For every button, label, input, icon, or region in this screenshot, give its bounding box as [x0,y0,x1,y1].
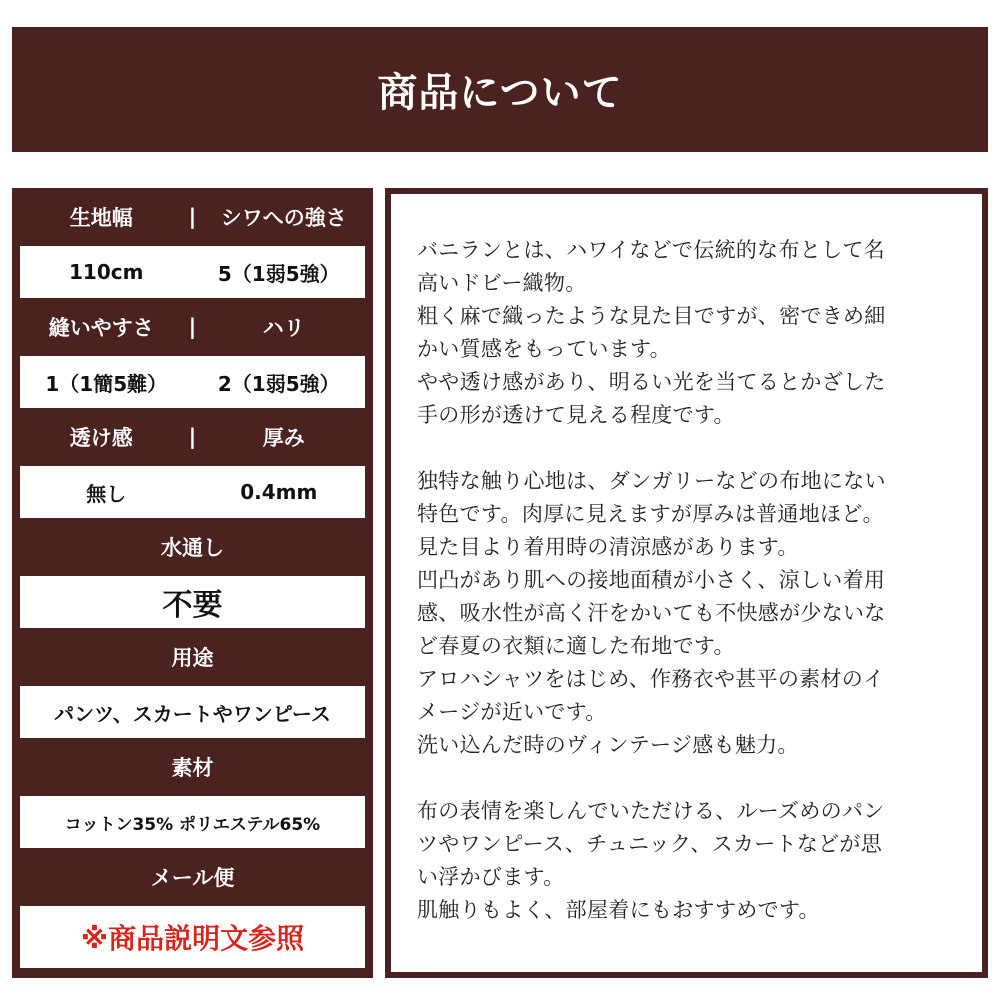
thickness-value: 0.4mm [240,480,318,504]
spec-label-row-width [20,191,365,243]
description-panel [385,188,988,978]
header-banner [12,27,988,152]
material-value: コットン35% ポリエステル65% [64,814,321,835]
spec-panel [12,188,373,978]
mail-value: ※商品説明文参照 [80,922,305,955]
spec-value-row-sew [20,356,365,408]
separator: | [188,205,197,229]
wrinkle-label: シワへの強さ [220,206,347,230]
description-paragraph-2: 独特な触り心地は、ダンガリーなどの布地にない 特色です。肉厚に見えますが厚みは普通地ほど。 見た目より着用時の清涼感があります。 凹凸があり肌への接地面積が小さく、涼しい着用 感、吸水性が高く汗をかいても不快感が少ないな ど春夏の衣類に適した布地です。 アロハシャツをはじめ、作務衣や甚平の素材のイ メージが近いです。 洗い込んだ時のヴィンテージ感も魅力。 [417,469,886,757]
wrinkle-value: 5（1弱5強） [217,261,340,286]
prewash-value-row [20,576,365,628]
description-body [391,194,982,972]
width-value: 110cm [69,260,144,284]
use-value-row [20,686,365,738]
width-label: 生地幅 [69,206,133,230]
stiffness-value: 2（1弱5強） [217,371,340,396]
description-paragraph-3: 布の表情を楽しんでいただける、ルーズめのパン ツやワンピース、チュニック、スカートなどが思 い浮かびます。 肌触りもよく、部屋着にもおすすめです。 [417,799,885,922]
material-label-row [20,741,365,793]
sheer-value: 無し [86,481,127,506]
thickness-label: 厚み [262,426,305,450]
mail-label: メール便 [150,866,235,890]
mail-label-row [20,851,365,903]
description-paragraph-1: バニランとは、ハワイなどで伝統的な布として名 高いドビー織物。 粗く麻で織ったような見た目ですが、密できめ細 かい質感をもっています。 やや透け感があり、明るい光を当てるとかざした 手の形が透けて見える程度です。 [417,238,886,427]
prewash-label-row [20,521,365,573]
page-title: 商品について [377,70,623,116]
sheer-label: 透け感 [69,426,133,450]
spec-label-row-sheer [20,411,365,463]
material-label: 素材 [171,756,214,780]
prewash-label: 水通し [161,536,224,560]
spec-value-row-width [20,246,365,298]
prewash-value: 不要 [162,588,223,623]
spec-label-row-sew [20,301,365,353]
stiffness-label: ハリ [262,316,305,340]
mail-value-row [20,906,365,968]
sew-label: 縫いやすさ [48,316,154,340]
separator: | [188,315,197,339]
material-value-row [20,796,365,848]
sew-value: 1（1簡5難） [45,371,168,396]
use-label-row [20,631,365,683]
use-value: パンツ、スカートやワンピース [54,701,331,726]
use-label: 用途 [171,646,214,670]
spec-value-row-sheer [20,466,365,518]
separator: | [188,425,197,449]
